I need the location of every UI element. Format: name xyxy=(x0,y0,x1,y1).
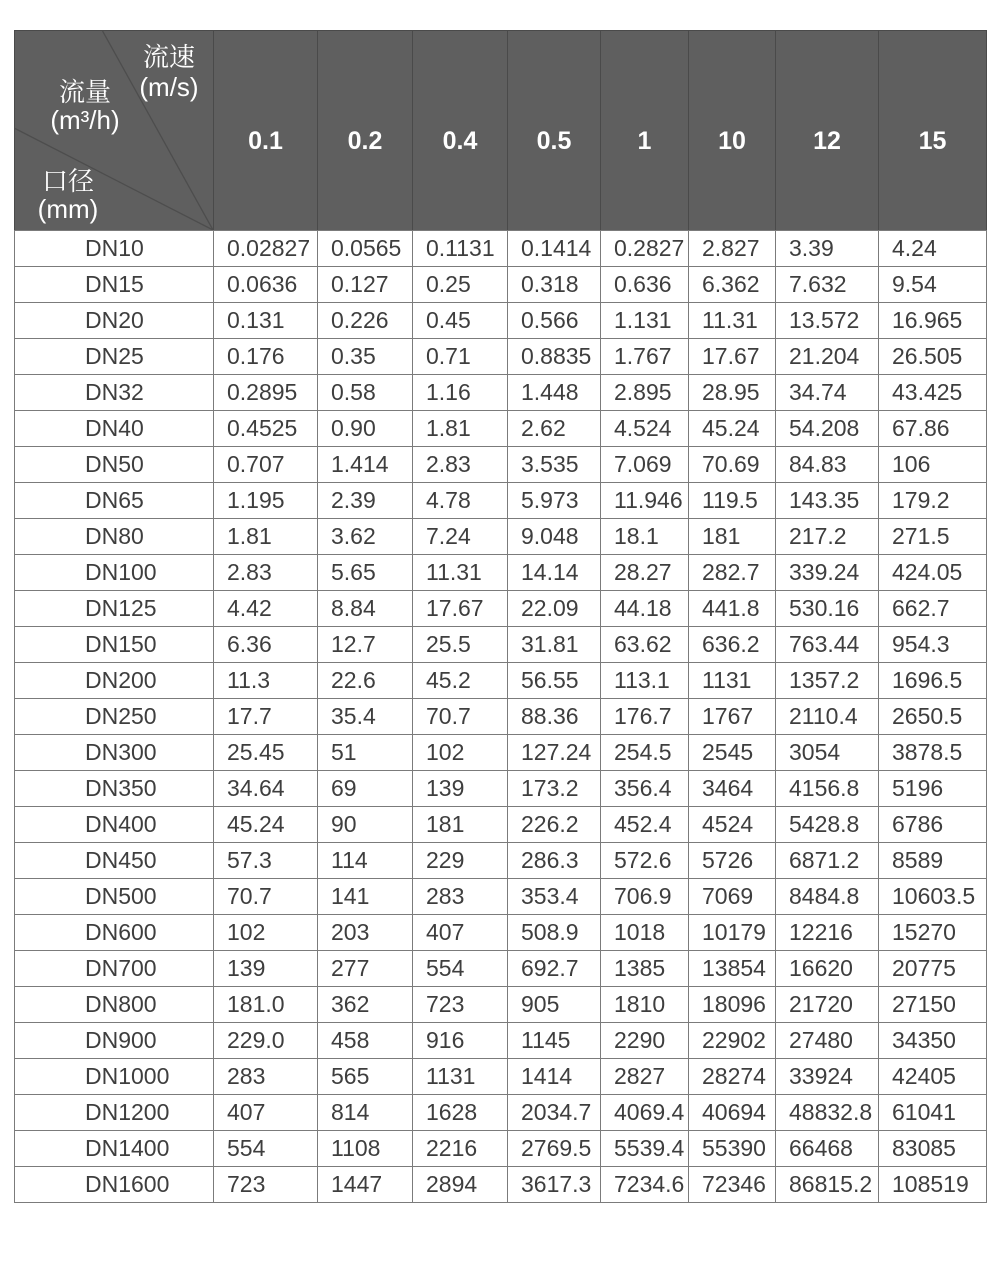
flow-value-cell: 176.7 xyxy=(601,699,689,735)
flow-value-cell: 63.62 xyxy=(601,627,689,663)
flow-value-cell: 1385 xyxy=(601,951,689,987)
flow-value-cell: 1018 xyxy=(601,915,689,951)
flow-value-cell: 28274 xyxy=(689,1059,776,1095)
table-row xyxy=(15,807,987,843)
table-row xyxy=(15,303,987,339)
flow-value-cell: 0.2895 xyxy=(214,375,318,411)
flow-value-cell: 1628 xyxy=(413,1095,508,1131)
diameter-row-label: DN150 xyxy=(15,627,214,663)
flow-value-cell: 2.895 xyxy=(601,375,689,411)
diameter-row-label: DN300 xyxy=(15,735,214,771)
flow-value-cell: 1.767 xyxy=(601,339,689,375)
flow-value-cell: 3.62 xyxy=(318,519,413,555)
flow-value-cell: 1.16 xyxy=(413,375,508,411)
table-row xyxy=(15,339,987,375)
flow-value-cell: 12216 xyxy=(776,915,879,951)
flow-rate-table xyxy=(14,30,987,1203)
flow-value-cell: 83085 xyxy=(879,1131,987,1167)
flow-value-cell: 1810 xyxy=(601,987,689,1023)
flow-value-cell: 2.83 xyxy=(413,447,508,483)
flow-value-cell: 69 xyxy=(318,771,413,807)
flow-value-cell: 7.069 xyxy=(601,447,689,483)
flow-value-cell: 0.566 xyxy=(508,303,601,339)
flow-value-cell: 2.83 xyxy=(214,555,318,591)
flow-value-cell: 55390 xyxy=(689,1131,776,1167)
flow-value-cell: 28.27 xyxy=(601,555,689,591)
flow-value-cell: 7234.6 xyxy=(601,1167,689,1203)
flow-value-cell: 1447 xyxy=(318,1167,413,1203)
flow-value-cell: 339.24 xyxy=(776,555,879,591)
diameter-axis-label xyxy=(27,167,109,223)
flow-value-cell: 0.318 xyxy=(508,267,601,303)
table-row xyxy=(15,915,987,951)
flow-axis-label-text: 流量 xyxy=(58,77,111,107)
flow-value-cell: 2.39 xyxy=(318,483,413,519)
flow-value-cell: 4.78 xyxy=(413,483,508,519)
flow-value-cell: 763.44 xyxy=(776,627,879,663)
flow-value-cell: 2.62 xyxy=(508,411,601,447)
flow-value-cell: 229 xyxy=(413,843,508,879)
diameter-row-label: DN200 xyxy=(15,663,214,699)
flow-value-cell: 0.176 xyxy=(214,339,318,375)
flow-value-cell: 0.707 xyxy=(214,447,318,483)
flow-value-cell: 0.45 xyxy=(413,303,508,339)
flow-value-cell: 25.45 xyxy=(214,735,318,771)
flow-value-cell: 7.632 xyxy=(776,267,879,303)
flow-value-cell: 21720 xyxy=(776,987,879,1023)
table-row xyxy=(15,1131,987,1167)
flow-value-cell: 6871.2 xyxy=(776,843,879,879)
flow-value-cell: 27150 xyxy=(879,987,987,1023)
flow-value-cell: 1108 xyxy=(318,1131,413,1167)
flow-value-cell: 282.7 xyxy=(689,555,776,591)
diameter-row-label: DN700 xyxy=(15,951,214,987)
flow-value-cell: 554 xyxy=(413,951,508,987)
flow-value-cell: 2034.7 xyxy=(508,1095,601,1131)
flow-value-cell: 28.95 xyxy=(689,375,776,411)
flow-value-cell: 0.0636 xyxy=(214,267,318,303)
flow-value-cell: 0.58 xyxy=(318,375,413,411)
diameter-axis-label-text: 口径 xyxy=(41,166,94,196)
flow-value-cell: 0.8835 xyxy=(508,339,601,375)
flow-value-cell: 33924 xyxy=(776,1059,879,1095)
flow-value-cell: 72346 xyxy=(689,1167,776,1203)
flow-value-cell: 34.64 xyxy=(214,771,318,807)
flow-value-cell: 692.7 xyxy=(508,951,601,987)
flow-value-cell: 6.36 xyxy=(214,627,318,663)
flow-value-cell: 0.131 xyxy=(214,303,318,339)
flow-value-cell: 0.35 xyxy=(318,339,413,375)
flow-value-cell: 226.2 xyxy=(508,807,601,843)
flow-value-cell: 424.05 xyxy=(879,555,987,591)
flow-value-cell: 1131 xyxy=(689,663,776,699)
table-row xyxy=(15,735,987,771)
flow-value-cell: 2894 xyxy=(413,1167,508,1203)
flow-axis-label xyxy=(33,78,137,134)
flow-value-cell: 16.965 xyxy=(879,303,987,339)
table-row xyxy=(15,591,987,627)
diameter-row-label: DN80 xyxy=(15,519,214,555)
flow-value-cell: 2545 xyxy=(689,735,776,771)
flow-value-cell: 4156.8 xyxy=(776,771,879,807)
flow-value-cell: 141 xyxy=(318,879,413,915)
flow-value-cell: 15270 xyxy=(879,915,987,951)
flow-value-cell: 18.1 xyxy=(601,519,689,555)
flow-value-cell: 1145 xyxy=(508,1023,601,1059)
flow-value-cell: 34.74 xyxy=(776,375,879,411)
flow-value-cell: 362 xyxy=(318,987,413,1023)
flow-value-cell: 17.67 xyxy=(689,339,776,375)
flow-value-cell: 572.6 xyxy=(601,843,689,879)
flow-value-cell: 31.81 xyxy=(508,627,601,663)
flow-value-cell: 61041 xyxy=(879,1095,987,1131)
flow-value-cell: 5196 xyxy=(879,771,987,807)
flow-value-cell: 217.2 xyxy=(776,519,879,555)
diameter-row-label: DN20 xyxy=(15,303,214,339)
velocity-column-header: 0.1 xyxy=(214,31,318,231)
flow-value-cell: 45.24 xyxy=(689,411,776,447)
flow-value-cell: 70.7 xyxy=(214,879,318,915)
flow-value-cell: 5.973 xyxy=(508,483,601,519)
flow-value-cell: 0.1131 xyxy=(413,231,508,267)
flow-value-cell: 45.24 xyxy=(214,807,318,843)
flow-value-cell: 356.4 xyxy=(601,771,689,807)
table-body xyxy=(15,231,987,1203)
flow-value-cell: 916 xyxy=(413,1023,508,1059)
table-row xyxy=(15,1059,987,1095)
diameter-row-label: DN25 xyxy=(15,339,214,375)
flow-value-cell: 0.1414 xyxy=(508,231,601,267)
flow-value-cell: 1767 xyxy=(689,699,776,735)
velocity-axis-unit: (m/s) xyxy=(139,72,199,102)
flow-value-cell: 7.24 xyxy=(413,519,508,555)
flow-value-cell: 1.414 xyxy=(318,447,413,483)
flow-value-cell: 51 xyxy=(318,735,413,771)
table-row xyxy=(15,519,987,555)
flow-value-cell: 0.4525 xyxy=(214,411,318,447)
velocity-axis-label-text: 流速 xyxy=(142,42,195,72)
velocity-axis-label xyxy=(125,42,213,102)
diameter-row-label: DN350 xyxy=(15,771,214,807)
table-row xyxy=(15,879,987,915)
flow-value-cell: 5.65 xyxy=(318,555,413,591)
flow-value-cell: 57.3 xyxy=(214,843,318,879)
flow-value-cell: 5726 xyxy=(689,843,776,879)
diameter-row-label: DN450 xyxy=(15,843,214,879)
flow-value-cell: 2769.5 xyxy=(508,1131,601,1167)
diameter-row-label: DN600 xyxy=(15,915,214,951)
flow-value-cell: 723 xyxy=(413,987,508,1023)
flow-value-cell: 5428.8 xyxy=(776,807,879,843)
flow-value-cell: 2110.4 xyxy=(776,699,879,735)
flow-value-cell: 17.7 xyxy=(214,699,318,735)
flow-value-cell: 179.2 xyxy=(879,483,987,519)
flow-value-cell: 814 xyxy=(318,1095,413,1131)
diameter-row-label: DN1600 xyxy=(15,1167,214,1203)
diameter-row-label: DN400 xyxy=(15,807,214,843)
velocity-column-header: 1 xyxy=(601,31,689,231)
flow-value-cell: 0.226 xyxy=(318,303,413,339)
flow-value-cell: 10603.5 xyxy=(879,879,987,915)
flow-value-cell: 554 xyxy=(214,1131,318,1167)
flow-value-cell: 662.7 xyxy=(879,591,987,627)
flow-value-cell: 181 xyxy=(689,519,776,555)
flow-value-cell: 277 xyxy=(318,951,413,987)
flow-value-cell: 5539.4 xyxy=(601,1131,689,1167)
flow-value-cell: 26.505 xyxy=(879,339,987,375)
flow-value-cell: 8589 xyxy=(879,843,987,879)
velocity-column-header: 12 xyxy=(776,31,879,231)
flow-value-cell: 283 xyxy=(413,879,508,915)
flow-value-cell: 0.0565 xyxy=(318,231,413,267)
flow-value-cell: 27480 xyxy=(776,1023,879,1059)
flow-value-cell: 723 xyxy=(214,1167,318,1203)
flow-value-cell: 4069.4 xyxy=(601,1095,689,1131)
diameter-row-label: DN100 xyxy=(15,555,214,591)
table-row xyxy=(15,699,987,735)
flow-value-cell: 286.3 xyxy=(508,843,601,879)
flow-value-cell: 22902 xyxy=(689,1023,776,1059)
flow-value-cell: 14.14 xyxy=(508,555,601,591)
flow-value-cell: 706.9 xyxy=(601,879,689,915)
flow-value-cell: 108519 xyxy=(879,1167,987,1203)
flow-value-cell: 40694 xyxy=(689,1095,776,1131)
flow-value-cell: 1.448 xyxy=(508,375,601,411)
flow-value-cell: 508.9 xyxy=(508,915,601,951)
flow-value-cell: 2827 xyxy=(601,1059,689,1095)
flow-value-cell: 2216 xyxy=(413,1131,508,1167)
flow-value-cell: 16620 xyxy=(776,951,879,987)
flow-value-cell: 1696.5 xyxy=(879,663,987,699)
diameter-row-label: DN40 xyxy=(15,411,214,447)
flow-value-cell: 56.55 xyxy=(508,663,601,699)
flow-value-cell: 565 xyxy=(318,1059,413,1095)
flow-value-cell: 0.636 xyxy=(601,267,689,303)
flow-value-cell: 43.425 xyxy=(879,375,987,411)
flow-value-cell: 13.572 xyxy=(776,303,879,339)
flow-value-cell: 1.131 xyxy=(601,303,689,339)
flow-value-cell: 203 xyxy=(318,915,413,951)
table-row xyxy=(15,447,987,483)
flow-value-cell: 4524 xyxy=(689,807,776,843)
flow-value-cell: 17.67 xyxy=(413,591,508,627)
flow-value-cell: 0.02827 xyxy=(214,231,318,267)
flow-value-cell: 9.048 xyxy=(508,519,601,555)
flow-axis-unit: (m³/h) xyxy=(50,105,120,135)
flow-value-cell: 905 xyxy=(508,987,601,1023)
flow-value-cell: 139 xyxy=(413,771,508,807)
flow-value-cell: 18096 xyxy=(689,987,776,1023)
flow-value-cell: 114 xyxy=(318,843,413,879)
velocity-column-header: 15 xyxy=(879,31,987,231)
flow-value-cell: 119.5 xyxy=(689,483,776,519)
flow-value-cell: 3.535 xyxy=(508,447,601,483)
diameter-row-label: DN10 xyxy=(15,231,214,267)
flow-value-cell: 22.6 xyxy=(318,663,413,699)
diameter-row-label: DN1000 xyxy=(15,1059,214,1095)
flow-value-cell: 452.4 xyxy=(601,807,689,843)
flow-value-cell: 143.35 xyxy=(776,483,879,519)
flow-value-cell: 102 xyxy=(413,735,508,771)
flow-value-cell: 11.31 xyxy=(689,303,776,339)
flow-value-cell: 1414 xyxy=(508,1059,601,1095)
flow-value-cell: 21.204 xyxy=(776,339,879,375)
flow-value-cell: 4.24 xyxy=(879,231,987,267)
table-row xyxy=(15,987,987,1023)
flow-value-cell: 1.81 xyxy=(214,519,318,555)
flow-value-cell: 1357.2 xyxy=(776,663,879,699)
velocity-column-header: 0.5 xyxy=(508,31,601,231)
flow-value-cell: 11.3 xyxy=(214,663,318,699)
flow-value-cell: 25.5 xyxy=(413,627,508,663)
flow-value-cell: 173.2 xyxy=(508,771,601,807)
diameter-row-label: DN250 xyxy=(15,699,214,735)
flow-value-cell: 6.362 xyxy=(689,267,776,303)
flow-value-cell: 181 xyxy=(413,807,508,843)
table-row xyxy=(15,555,987,591)
table-row xyxy=(15,375,987,411)
flow-value-cell: 229.0 xyxy=(214,1023,318,1059)
diameter-row-label: DN500 xyxy=(15,879,214,915)
diameter-row-label: DN1400 xyxy=(15,1131,214,1167)
velocity-column-header: 10 xyxy=(689,31,776,231)
flow-value-cell: 84.83 xyxy=(776,447,879,483)
diameter-row-label: DN800 xyxy=(15,987,214,1023)
flow-value-cell: 6786 xyxy=(879,807,987,843)
table-row xyxy=(15,843,987,879)
table-row xyxy=(15,483,987,519)
flow-value-cell: 458 xyxy=(318,1023,413,1059)
diameter-row-label: DN125 xyxy=(15,591,214,627)
flow-value-cell: 127.24 xyxy=(508,735,601,771)
flow-value-cell: 139 xyxy=(214,951,318,987)
flow-value-cell: 0.127 xyxy=(318,267,413,303)
flow-value-cell: 271.5 xyxy=(879,519,987,555)
flow-value-cell: 7069 xyxy=(689,879,776,915)
corner-header-cell xyxy=(15,31,214,231)
flow-value-cell: 254.5 xyxy=(601,735,689,771)
header-row xyxy=(15,31,987,231)
table-row xyxy=(15,627,987,663)
table-row xyxy=(15,1023,987,1059)
flow-value-cell: 86815.2 xyxy=(776,1167,879,1203)
flow-value-cell: 113.1 xyxy=(601,663,689,699)
diameter-row-label: DN15 xyxy=(15,267,214,303)
flow-value-cell: 2.827 xyxy=(689,231,776,267)
flow-value-cell: 353.4 xyxy=(508,879,601,915)
flow-value-cell: 48832.8 xyxy=(776,1095,879,1131)
table-row xyxy=(15,267,987,303)
flow-value-cell: 4.42 xyxy=(214,591,318,627)
flow-value-cell: 11.31 xyxy=(413,555,508,591)
flow-value-cell: 4.524 xyxy=(601,411,689,447)
diameter-row-label: DN50 xyxy=(15,447,214,483)
flow-value-cell: 3878.5 xyxy=(879,735,987,771)
flow-value-cell: 3054 xyxy=(776,735,879,771)
flow-value-cell: 22.09 xyxy=(508,591,601,627)
flow-value-cell: 13854 xyxy=(689,951,776,987)
flow-value-cell: 34350 xyxy=(879,1023,987,1059)
flow-value-cell: 3617.3 xyxy=(508,1167,601,1203)
table-row xyxy=(15,1167,987,1203)
flow-value-cell: 54.208 xyxy=(776,411,879,447)
flow-value-cell: 44.18 xyxy=(601,591,689,627)
flow-value-cell: 0.71 xyxy=(413,339,508,375)
flow-value-cell: 407 xyxy=(413,915,508,951)
flow-value-cell: 106 xyxy=(879,447,987,483)
diameter-row-label: DN65 xyxy=(15,483,214,519)
flow-value-cell: 11.946 xyxy=(601,483,689,519)
flow-value-cell: 35.4 xyxy=(318,699,413,735)
flow-value-cell: 3.39 xyxy=(776,231,879,267)
flow-value-cell: 1.195 xyxy=(214,483,318,519)
diameter-axis-unit: (mm) xyxy=(37,194,99,224)
flow-value-cell: 9.54 xyxy=(879,267,987,303)
diameter-row-label: DN900 xyxy=(15,1023,214,1059)
flow-value-cell: 8.84 xyxy=(318,591,413,627)
diameter-row-label: DN1200 xyxy=(15,1095,214,1131)
flow-value-cell: 66468 xyxy=(776,1131,879,1167)
flow-value-cell: 20775 xyxy=(879,951,987,987)
flow-value-cell: 90 xyxy=(318,807,413,843)
flow-value-cell: 407 xyxy=(214,1095,318,1131)
table-row xyxy=(15,663,987,699)
flow-value-cell: 441.8 xyxy=(689,591,776,627)
velocity-column-header: 0.2 xyxy=(318,31,413,231)
flow-value-cell: 2290 xyxy=(601,1023,689,1059)
table-row xyxy=(15,951,987,987)
flow-value-cell: 45.2 xyxy=(413,663,508,699)
flow-value-cell: 102 xyxy=(214,915,318,951)
flow-value-cell: 181.0 xyxy=(214,987,318,1023)
flow-value-cell: 636.2 xyxy=(689,627,776,663)
flow-value-cell: 67.86 xyxy=(879,411,987,447)
table-row xyxy=(15,771,987,807)
flow-value-cell: 954.3 xyxy=(879,627,987,663)
table-row xyxy=(15,411,987,447)
flow-value-cell: 42405 xyxy=(879,1059,987,1095)
flow-value-cell: 2650.5 xyxy=(879,699,987,735)
flow-value-cell: 1131 xyxy=(413,1059,508,1095)
diameter-row-label: DN32 xyxy=(15,375,214,411)
flow-value-cell: 12.7 xyxy=(318,627,413,663)
flow-value-cell: 10179 xyxy=(689,915,776,951)
table-row xyxy=(15,231,987,267)
flow-value-cell: 530.16 xyxy=(776,591,879,627)
velocity-column-header: 0.4 xyxy=(413,31,508,231)
table-row xyxy=(15,1095,987,1131)
flow-value-cell: 70.7 xyxy=(413,699,508,735)
flow-value-cell: 0.2827 xyxy=(601,231,689,267)
flow-value-cell: 0.90 xyxy=(318,411,413,447)
flow-value-cell: 70.69 xyxy=(689,447,776,483)
flow-value-cell: 1.81 xyxy=(413,411,508,447)
flow-value-cell: 283 xyxy=(214,1059,318,1095)
flow-value-cell: 88.36 xyxy=(508,699,601,735)
flow-value-cell: 3464 xyxy=(689,771,776,807)
flow-value-cell: 0.25 xyxy=(413,267,508,303)
flow-value-cell: 8484.8 xyxy=(776,879,879,915)
